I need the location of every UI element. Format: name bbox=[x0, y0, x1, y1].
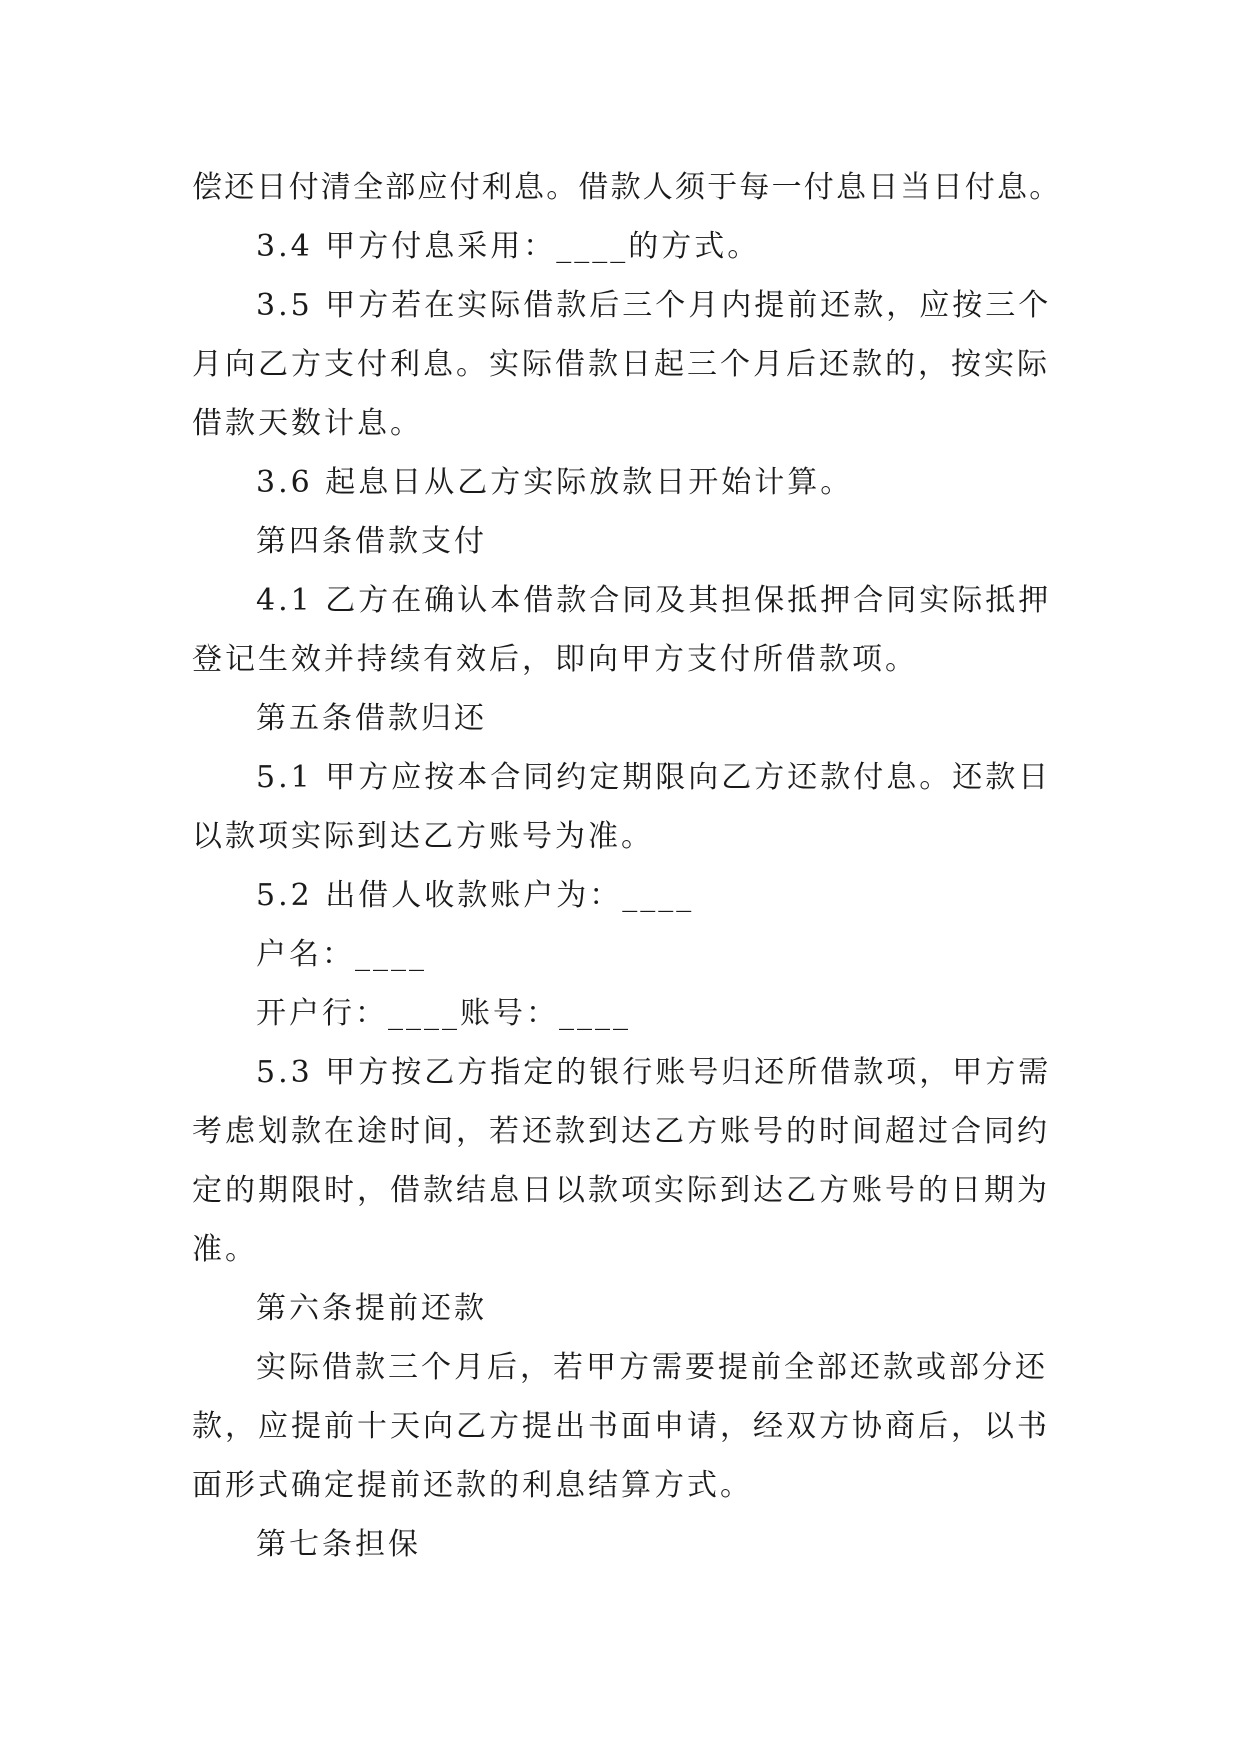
clause-4-1: 4.1 乙方在确认本借款合同及其担保抵押合同实际抵押 bbox=[256, 583, 1052, 618]
account-name-line: 户名：____ bbox=[256, 937, 427, 972]
text-line: 面形式确定提前还款的利息结算方式。 bbox=[192, 1468, 753, 1503]
document-body bbox=[192, 158, 1092, 1574]
text-line: 偿还日付清全部应付利息。借款人须于每一付息日当日付息。 bbox=[192, 170, 1062, 205]
text-line: 准。 bbox=[192, 1232, 258, 1267]
article-4-heading: 第四条借款支付 bbox=[256, 524, 487, 559]
text-line: 以款项实际到达乙方账号为准。 bbox=[192, 819, 654, 854]
article-5-heading: 第五条借款归还 bbox=[256, 701, 487, 736]
clause-3-5: 3.5 甲方若在实际借款后三个月内提前还款，应按三个 bbox=[256, 288, 1052, 323]
clause-3-4: 3.4 甲方付息采用：____的方式。 bbox=[256, 229, 761, 264]
clause-5-3: 5.3 甲方按乙方指定的银行账号归还所借款项，甲方需 bbox=[256, 1055, 1052, 1090]
article-6-heading: 第六条提前还款 bbox=[256, 1291, 487, 1326]
article-6-body: 实际借款三个月后，若甲方需要提前全部还款或部分还 bbox=[256, 1350, 1048, 1385]
text-line: 借款天数计息。 bbox=[192, 406, 423, 441]
text-line: 月向乙方支付利息。实际借款日起三个月后还款的，按实际 bbox=[192, 347, 1050, 382]
text-line: 登记生效并持续有效后，即向甲方支付所借款项。 bbox=[192, 642, 918, 677]
clause-5-2: 5.2 出借人收款账户为：____ bbox=[256, 878, 695, 913]
text-line: 款，应提前十天向乙方提出书面申请，经双方协商后，以书 bbox=[192, 1409, 1050, 1444]
text-line: 定的期限时，借款结息日以款项实际到达乙方账号的日期为 bbox=[192, 1173, 1050, 1208]
clause-5-1: 5.1 甲方应按本合同约定期限向乙方还款付息。还款日 bbox=[256, 760, 1052, 795]
text-line: 考虑划款在途时间，若还款到达乙方账号的时间超过合同约 bbox=[192, 1114, 1050, 1149]
clause-3-6: 3.6 起息日从乙方实际放款日开始计算。 bbox=[256, 465, 854, 500]
article-7-heading: 第七条担保 bbox=[256, 1527, 421, 1562]
bank-account-line: 开户行：____账号：____ bbox=[256, 996, 631, 1031]
